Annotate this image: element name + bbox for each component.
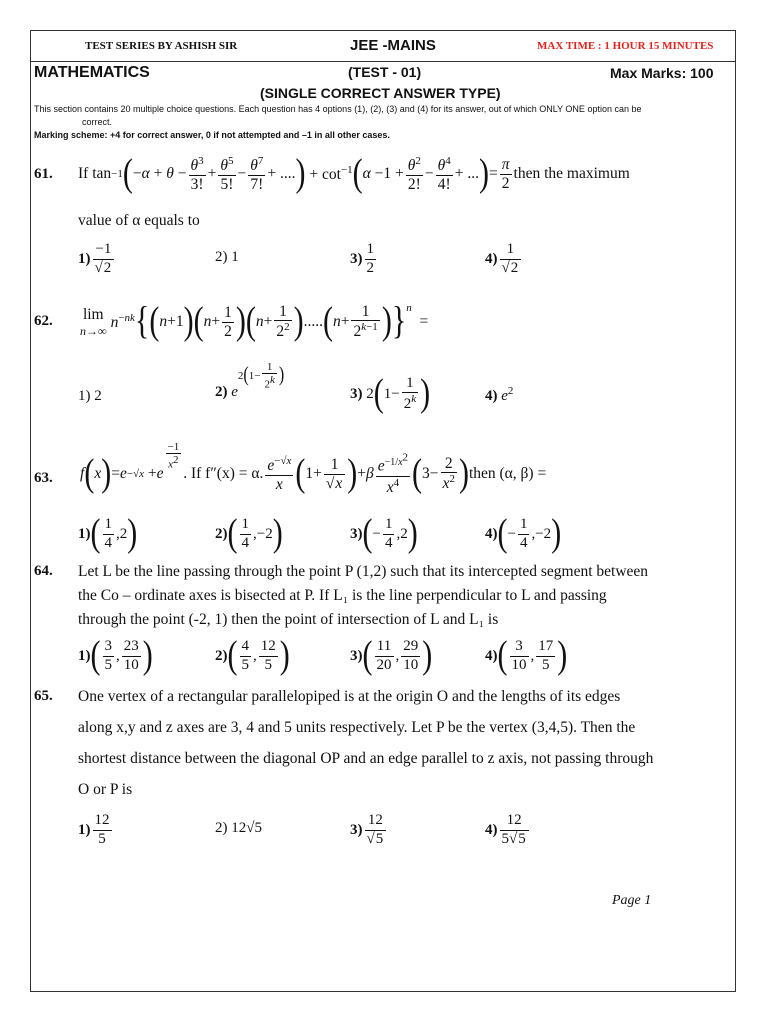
option-62-4[interactable]: 4) $e^2$: [485, 385, 514, 404]
instructions-cont: correct.: [82, 117, 113, 127]
header-divider: [31, 61, 735, 62]
page-number: Page 1: [612, 893, 652, 908]
option-64-1[interactable]: 1) ( $\frac{3}{5}$ , $\frac{23}{10}$ ): [78, 633, 153, 677]
option-62-3[interactable]: 3) 2 ( 1− $\frac{1}{2^k}$ ): [350, 371, 431, 415]
question-63-formula: f ( x ) = e −√x + e $\frac{-1}{x^2}$ . If f″(x) = α. $\frac{e^{-√x}}{x}$ ( 1+ $\frac{1}{√x}$ ) + β $\frac{e^{-1/x^2}}{x^4}$ ( 3− $\frac{2}{x^2}$ ) then (α, β) =: [80, 440, 547, 496]
question-64-line-3: through the point (-2, 1) then the point of intersection of L and L₁ is: [78, 611, 499, 628]
question-number: 63.: [34, 470, 53, 486]
max-marks: Max Marks: 100: [610, 65, 714, 81]
question-number: 65.: [34, 688, 53, 704]
option-64-2[interactable]: 2) ( $\frac{4}{5}$ , $\frac{12}{5}$ ): [215, 633, 290, 677]
max-time: MAX TIME : 1 HOUR 15 MINUTES: [537, 40, 714, 52]
option-65-1[interactable]: 1) $\frac{12}{5}$: [78, 812, 110, 847]
section-type: (SINGLE CORRECT ANSWER TYPE): [260, 85, 501, 101]
option-63-4[interactable]: 4) ( − $\frac{1}{4}$ ,−2 ): [485, 511, 562, 555]
option-65-3[interactable]: 3) $\frac{12}{√5}$: [350, 808, 388, 852]
question-65-line-2: along x,y and z axes are 3, 4 and 5 units respectively. Let P be the vertex (3,4,5). Then the: [78, 719, 636, 736]
subject-title: MATHEMATICS: [34, 64, 150, 81]
option-65-4[interactable]: 4) $\frac{12}{5√5}$: [485, 808, 531, 852]
question-62-formula: lim n→∞ $n^{-nk}$ { ( n +1 ) ( n + $\frac{1}{2}$ ) ( n + $\frac{1}{2^2}$ ) ..... ( n + $\frac{1}{2^{k-1}}$ ) } $^n$ =: [80, 299, 429, 343]
question-64-line-2: the Co – ordinate axes is bisected at P. If L₁ is the line perpendicular to L and passing: [78, 587, 607, 604]
test-number: (TEST - 01): [348, 64, 422, 80]
option-63-1[interactable]: 1) ( $\frac{1}{4}$ ,2 ): [78, 511, 138, 555]
option-61-3[interactable]: 3) $\frac{1}{2}$: [350, 241, 374, 276]
question-number: 62.: [34, 313, 53, 329]
question-61-text: value of α equals to: [78, 212, 200, 229]
option-62-1[interactable]: 1) 2: [78, 388, 102, 404]
option-61-2[interactable]: 2) 1: [215, 249, 239, 265]
instructions: This section contains 20 multiple choice questions. Each question has 4 options (1), (2), (3) and (4) for its answer, out of which ONLY ONE option can be: [34, 104, 642, 114]
option-63-3[interactable]: 3) ( − $\frac{1}{4}$ ,2 ): [350, 511, 418, 555]
question-65-line-4: O or P is: [78, 781, 133, 798]
option-61-1[interactable]: 1) $\frac{-1}{√2}$: [78, 237, 116, 281]
question-61-formula: If tan −1 ( −α + θ − $\frac{\theta^3}{3!}$ + $\frac{\theta^5}{5!}$ − $\frac{\theta^7}{7!}$ + .... ) + $\cot^{-1}$ ( α −1 + $\frac{\theta^2}{2!}$ − $\frac{\theta^4}{4!}$ + ... ) = $\frac{\pi}{2}$ then the maximum: [78, 151, 630, 195]
question-65-line-3: shortest distance between the diagonal OP and an edge parallel to z axis, not passing through: [78, 750, 654, 767]
option-62-2[interactable]: 2) e 2(1− $\frac{1}{2^k}$ ): [215, 360, 285, 400]
option-64-4[interactable]: 4) ( $\frac{3}{10}$ , $\frac{17}{5}$ ): [485, 633, 568, 677]
option-64-3[interactable]: 3) ( $\frac{11}{20}$ , $\frac{29}{10}$ ): [350, 633, 433, 677]
option-65-2[interactable]: 2) 12√5: [215, 820, 262, 836]
question-number: 64.: [34, 563, 53, 579]
exam-title: JEE -MAINS: [350, 37, 436, 54]
marking-scheme: Marking scheme: +4 for correct answer, 0 if not attempted and –1 in all other cases.: [34, 130, 390, 140]
question-65-line-1: One vertex of a rectangular parallelopiped is at the origin O and the lengths of its edges: [78, 688, 621, 705]
question-number: 61.: [34, 166, 53, 182]
question-64-line-1: Let L be the line passing through the point P (1,2) such that its intercepted segment between: [78, 563, 649, 580]
option-63-2[interactable]: 2) ( $\frac{1}{4}$ ,−2 ): [215, 511, 283, 555]
option-61-4[interactable]: 4) $\frac{1}{√2}$: [485, 237, 523, 281]
series-title: TEST SERIES BY ASHISH SIR: [85, 40, 238, 52]
